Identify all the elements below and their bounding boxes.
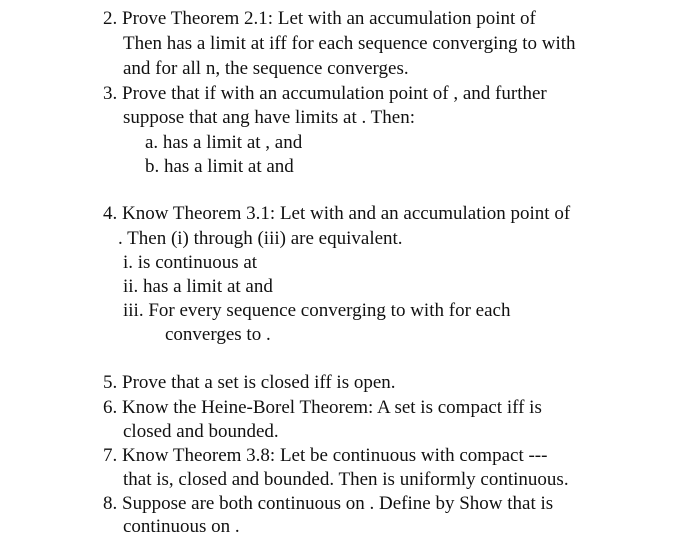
item-4-line-2: . Then (i) through (iii) are equivalent. xyxy=(118,228,403,249)
item-6-line-2: closed and bounded. xyxy=(123,421,279,442)
item-2-line-2: Then has a limit at iff for each sequence converging to with xyxy=(123,33,576,54)
item-5-line-1: 5. Prove that a set is closed iff is open. xyxy=(103,372,396,393)
item-8-line-1: 8. Suppose are both continuous on . Define by Show that is xyxy=(103,493,554,514)
item-4-line-1: 4. Know Theorem 3.1: Let with and an accumulation point of xyxy=(103,203,571,224)
item-2-line-3: and for all n, the sequence converges. xyxy=(123,58,409,79)
item-7-line-2: that is, closed and bounded. Then is uniformly continuous. xyxy=(123,469,569,490)
item-3-sub-b: b. has a limit at and xyxy=(145,156,294,177)
item-4-sub-i: i. is continuous at xyxy=(123,252,258,273)
item-2-line-1: 2. Prove Theorem 2.1: Let with an accumulation point of xyxy=(103,8,536,29)
item-3-line-2: suppose that ang have limits at . Then: xyxy=(123,107,415,128)
item-6-line-1: 6. Know the Heine-Borel Theorem: A set is compact iff is xyxy=(103,397,542,418)
item-3-line-1: 3. Prove that if with an accumulation point of , and further xyxy=(103,83,547,104)
item-4-sub-iii: iii. For every sequence converging to with for each xyxy=(123,300,511,321)
item-8-line-2: continuous on . xyxy=(123,516,240,537)
item-4-sub-iii-cont: converges to . xyxy=(165,324,271,345)
item-4-sub-ii: ii. has a limit at and xyxy=(123,276,273,297)
item-3-sub-a: a. has a limit at , and xyxy=(145,132,303,153)
item-7-line-1: 7. Know Theorem 3.8: Let be continuous with compact --- xyxy=(103,445,548,466)
